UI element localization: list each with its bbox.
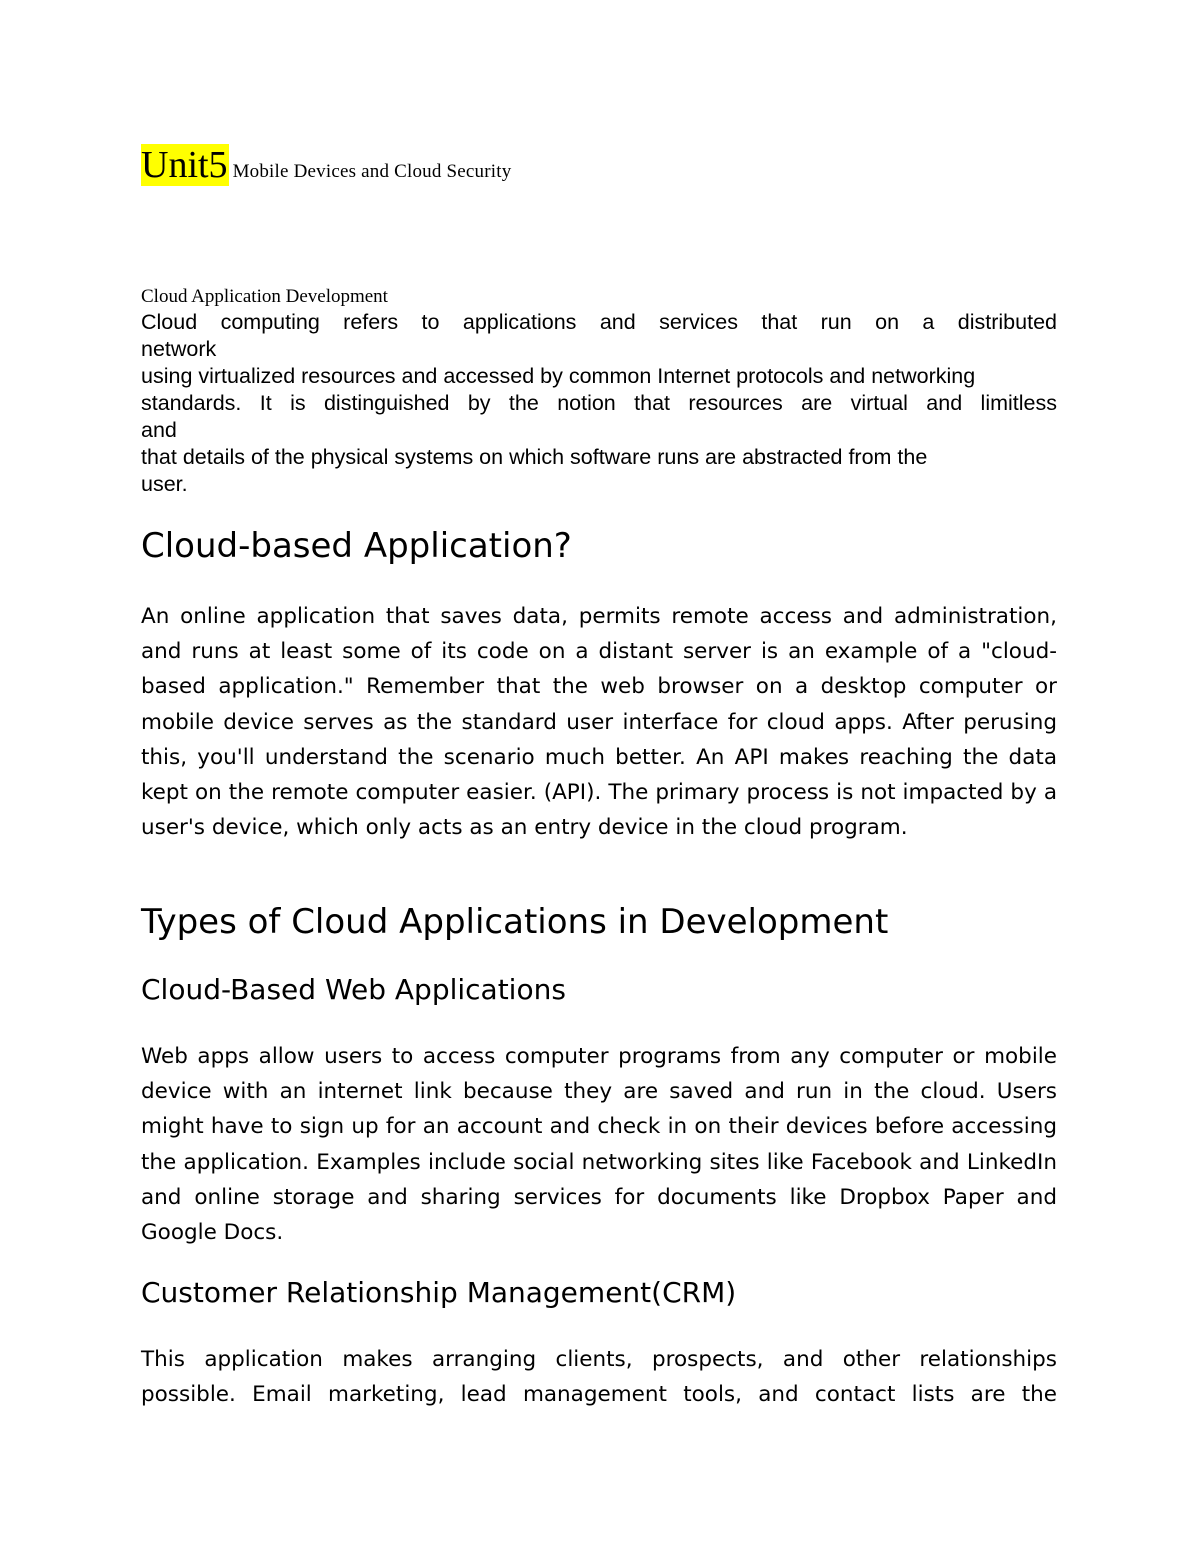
- subheading-crm: Customer Relationship Management(CRM): [141, 1276, 737, 1309]
- intro-line: Cloud computing refers to applications and services that run on a distributed: [141, 310, 1057, 334]
- intro-line: user.: [141, 472, 188, 496]
- intro-line: using virtualized resources and accessed by common Internet protocols and networking: [141, 364, 976, 388]
- section-heading-cloud-based: Cloud-based Application?: [141, 526, 572, 566]
- intro-line: network: [141, 337, 217, 361]
- intro-line: standards. It is distinguished by the notion that resources are virtual and limitless: [141, 391, 1057, 415]
- unit-title: Mobile Devices and Cloud Security: [232, 161, 512, 182]
- paragraph-crm: This application makes arranging clients, prospects, and other relationships possible. Email marketing, lead management tools, and contact lists are the: [141, 1347, 1057, 1408]
- paragraph-cloud-based: An online application that saves data, permits remote access and administration, and runs at least some of its code on a distant server is an example of a "cloud-based application." Remember that the web browser on a desktop computer or mobile device serves as the standard user interface for cloud apps. After perusing this, you'll understand the scenario much better. An API makes reaching the data kept on the remote computer easier. (API). The primary process is not impacted by a user's device, which only acts as an entry device in the cloud program.: [141, 604, 1057, 841]
- section-heading-types: Types of Cloud Applications in Development: [141, 902, 889, 942]
- unit-header: [141, 142, 1041, 188]
- paragraph-web-apps: Web apps allow users to access computer programs from any computer or mobile device with an internet link because they are saved and run in the cloud. Users might have to sign up for an account and check in on their devices before accessing the application. Examples include social networking sites like Facebook and LinkedIn and online storage and sharing services for documents like Dropbox Paper and Google Docs.: [141, 1044, 1057, 1246]
- intro-line: and: [141, 418, 177, 442]
- intro-heading: Cloud Application Development: [141, 286, 388, 307]
- intro-paragraph: [141, 309, 1057, 498]
- unit-label: Unit5: [141, 144, 228, 186]
- intro-line: that details of the physical systems on which software runs are abstracted from the: [141, 445, 928, 469]
- subheading-web-apps: Cloud-Based Web Applications: [141, 973, 566, 1006]
